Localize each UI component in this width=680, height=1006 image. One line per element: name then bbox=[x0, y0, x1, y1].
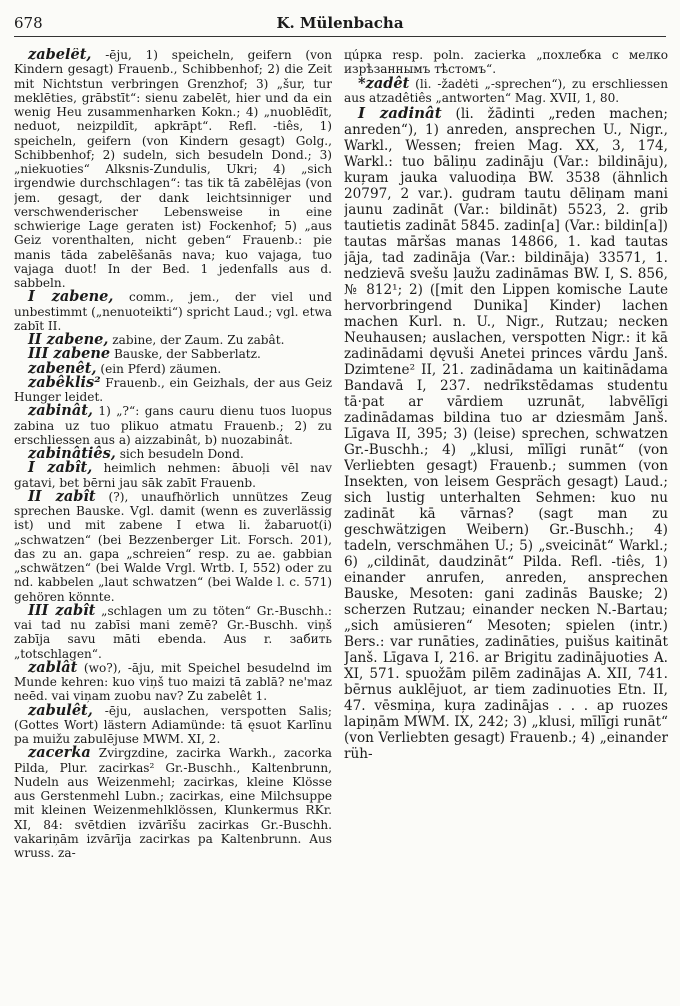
entry-text: (?), unaufhörlich unnützes Zeug sprechen Bauske. Vgl. damit (wenn es zuverlässig ist) und mit zabene I etwa li. žabaruot(i) „schwatzen“ (bei Bezzenberger Lit. Forsch. 201), das zu an. gapa „schreien“ resp. zu ae. gabbian „schwätzen“ (bei Walde Vrgl. Wrtb. I, 552) oder zu nd. kabbelen „laut schwatzen“ (bei Walde l. c. 571) gehören könnte. bbox=[14, 489, 332, 604]
entry-text: (wo?), -āju, mit Speichel besudelnd im Munde kehren: kuo viņš tuo maizi tā zablā? ne'maz neēd. vai viņam zuobu nav? Zu zabelêt 1. bbox=[14, 660, 332, 704]
left-column bbox=[14, 48, 332, 998]
entry-text: sich besudeln Dond. bbox=[115, 447, 244, 461]
dictionary-entry bbox=[344, 105, 668, 762]
entry-headword: III zabene bbox=[28, 345, 111, 363]
entry-text: Frauenb., ein Geizhals, der aus Geiz Hunger leidet. bbox=[14, 375, 332, 404]
entry-text: 1) „?“: gans cauru dienu tuos luopus zabina uz tuo plikuo atmatu Frauenb.; 2) zu erschliessen aus a) aizzabinât, b) nuozabinât. bbox=[14, 404, 332, 447]
entry-headword: zabinât, bbox=[28, 402, 93, 420]
entry-text: heimlich nehmen: ābuoļi vēl nav gatavi, bet bērni jau sāk zabīt Frauenb. bbox=[14, 461, 332, 490]
page-number: 678 bbox=[14, 14, 43, 32]
entry-text: (ein Pferd) zäumen. bbox=[96, 361, 222, 376]
dictionary-entry bbox=[344, 48, 668, 77]
entry-headword: II zabene, bbox=[28, 331, 109, 348]
dictionary-entry bbox=[344, 74, 668, 106]
entry-headword: zabinâtiês, bbox=[28, 445, 116, 462]
entry-text: (li. žādinti „reden machen; anreden“), 1) anreden, ansprechen U., Nigr., Warkl., Wessen; freien Mag. XX, 3, 174, Warkl.: tuo bāliņu zadināju (Var.: bildināju), kuŗam jauka valuodiņa BW. 3538 (ähnlich 20797, 2 var.). gudram tautu dēliņam mani jaunu zadināt (Var.: bildināt) 5523, 2. grib tautietis zadināt 5845. zadin[a] (Var.: bildin[a]) tautas māršas manas 14866, 1. kad tautas jāja, tad zadināja (Var.: bildināja) 33571, 1. nedzievā svešu ļaužu zadināmas BW. I, S. 856, № 812¹; 2) ([mit den Lippen komische Laute hervorbringend Dunika] Kinder) lachen machen Kurl. n. U., Nigr., Rutzau; necken Neuhausen; auslachen, verspotten Nigr.: it kā zadinādami dęvuši Anetei princes vārdu Janš. Dzimtene² II, 21. zadinādama un kaitinādama Bandavā I, 237. nedrīkstēdamas studentu tā·pat ar vārdiem uzrunāt, labvēlīgi zadinādamas bildina tuo ar dziesmām Janš. Līgava II, 395; 3) (leise) sprechen, schwatzen Gr.-Buschh.; 4) „klusi, mīlīgi runāt“ (von Verliebten gesagt) Frauenb.; summen (von Insekten, von leisem Gespräch gesagt) Laud.; sich lustig unterhalten Sehmen: kuo nu zadināt kā vārnas? (sagt man zu geschwätzigen Weibern) Gr.-Buschh.; 4) tadeln, verschmähen U.; 5) „sveicināt“ Warkl.; 6) „cildināt, daudzināt“ Pilda. Refl. -tiês, 1) einander anrufen, anreden, ansprechen Bauske, Mesoten: gani zadinās Bauske; 2) scherzen Rutzau; einander necken N.-Bartau; „sich amüsieren“ Mesoten; spielen (intr.) Bers.: var runāties, zadināties, puišus kaitināt Janš. Līgava I, 216. ar Brigitu zadinājuoties A. XI, 571. spuožām pilēm zadinājas A. XII, 741. bērnus auklējuot, ar tiem zadinuoties Etn. II, 47. vēsmiņa, kuŗa zadinājas . . . ap ruozes lapiņām MWM. IX, 242; 3) „klusi, mīlīgi runāt“ (von Verliebten gesagt) Frauenb.; 4) „einander rüh- bbox=[344, 106, 668, 762]
right-column bbox=[344, 48, 668, 998]
dictionary-entry bbox=[14, 601, 332, 661]
entry-headword: zacerka bbox=[28, 744, 91, 762]
entry-headword: zabulêt, bbox=[28, 701, 93, 719]
running-title: K. Mülenbacha bbox=[276, 14, 404, 32]
entry-headword: III zabît bbox=[28, 601, 96, 619]
entry-headword: I zadinât bbox=[358, 104, 442, 122]
entry-headword: II zabît bbox=[28, 487, 96, 505]
dictionary-entry bbox=[14, 701, 332, 747]
entry-headword: I zabene, bbox=[28, 288, 114, 306]
entry-text: -ēju, 1) speicheln, geifern (von Kindern gesagt) Frauenb., Schibbenhof; 2) die Zeit mit Nichtstun verbringen Grenzhof; 3) „šur, tur meklēties, grābstīt“: sienu zabelēt, hier und da ein wenig Heu zusammenharken Kokn.; 4) „nuoblēdīt, neduot, neizpildīt, apkrāpt“. Refl. -tiês, 1) speicheln, geifern (von Kindern gesagt) Golg., Schibbenhof; 2) sudeln, sich besudeln Dond.; 3) „niekuoties“ Alksnis-Zundulis, Ukri; 4) „sich irgendwie durchschlagen“: tas tik tā zabēlējas (von jem. gesagt, der dank leichtsinniger und verschwenderischer Lebensweise in eine schwierige Lage geraten ist) Fockenhof; 5) „aus Geiz vorenthalten, nicht geben“ Frauenb.: pie manis tāda zabelēšanās nava; kuo vajaga, tuo vajaga duot! In der Bed. 1 jedenfalls aus d. sabbeln. bbox=[14, 48, 332, 290]
dictionary-entry bbox=[14, 746, 332, 860]
entry-text: comm., jem., der viel und unbestimmt („nenuoteikti“) spricht Laud.; vgl. etwa zabīt II. bbox=[14, 290, 332, 333]
entry-text: цúрка resp. poln. zacierka „похлебка с мелко изрѣзаннымъ тѣстомъ“. bbox=[344, 48, 668, 77]
entry-text: Bauske, der Sabberlatz. bbox=[110, 347, 261, 362]
dictionary-entry bbox=[14, 658, 332, 704]
entry-text: zabine, der Zaum. Zu zabât. bbox=[108, 333, 285, 347]
page-header bbox=[14, 14, 666, 37]
dictionary-entry bbox=[14, 461, 332, 490]
dictionary-entry bbox=[14, 487, 332, 604]
entry-headword: I zabît, bbox=[28, 459, 93, 477]
dictionary-entry bbox=[14, 373, 332, 405]
entry-text: „schlagen um zu töten“ Gr.-Buschh.: vai tad nu zabīsi mani zemē? Gr.-Buschh. viņš zabīja savu māti ebenda. Aus r. забить „totschlagen“. bbox=[14, 603, 332, 661]
entry-headword: zabelêt, bbox=[28, 48, 92, 63]
dictionary-entry bbox=[14, 48, 332, 290]
dictionary-entry bbox=[14, 404, 332, 447]
entry-headword: zabenêt, bbox=[28, 359, 97, 377]
entry-headword: *zadêt bbox=[358, 74, 410, 92]
entry-headword: zablât bbox=[28, 658, 78, 676]
dictionary-entry bbox=[14, 290, 332, 333]
entry-headword: zabêklis² bbox=[28, 373, 101, 391]
entry-text: -ēju, auslachen, verspotten Salis; (Gottes Wort) lästern Adiamünde: tā ęsuot Karlīnu pa muižu zabulējuse MWM. XI, 2. bbox=[14, 703, 332, 746]
entry-text: Zvirgzdine, zacirka Warkh., zacorka Pilda, Plur. zacirkas² Gr.-Buschh., Kaltenbrunn, Nudeln aus Weizenmehl; zacirkas, kleine Klösse aus Gerstenmehl Lubn.; zacirkas, eine Milchsuppe mit kleinen Weizenmehlklössen, Klunkermus RKr. XI, 84: svētdien izvārīšu zacirkas Gr.-Buschh. vakariņām izvārīja zacirkas pa Kaltenbrunn. Aus wruss. za- bbox=[14, 746, 332, 860]
entry-text: (li. -žadėti „-sprechen“), zu erschliessen aus atzadêtiês „antworten“ Mag. XVII, 1, 80. bbox=[344, 76, 668, 105]
